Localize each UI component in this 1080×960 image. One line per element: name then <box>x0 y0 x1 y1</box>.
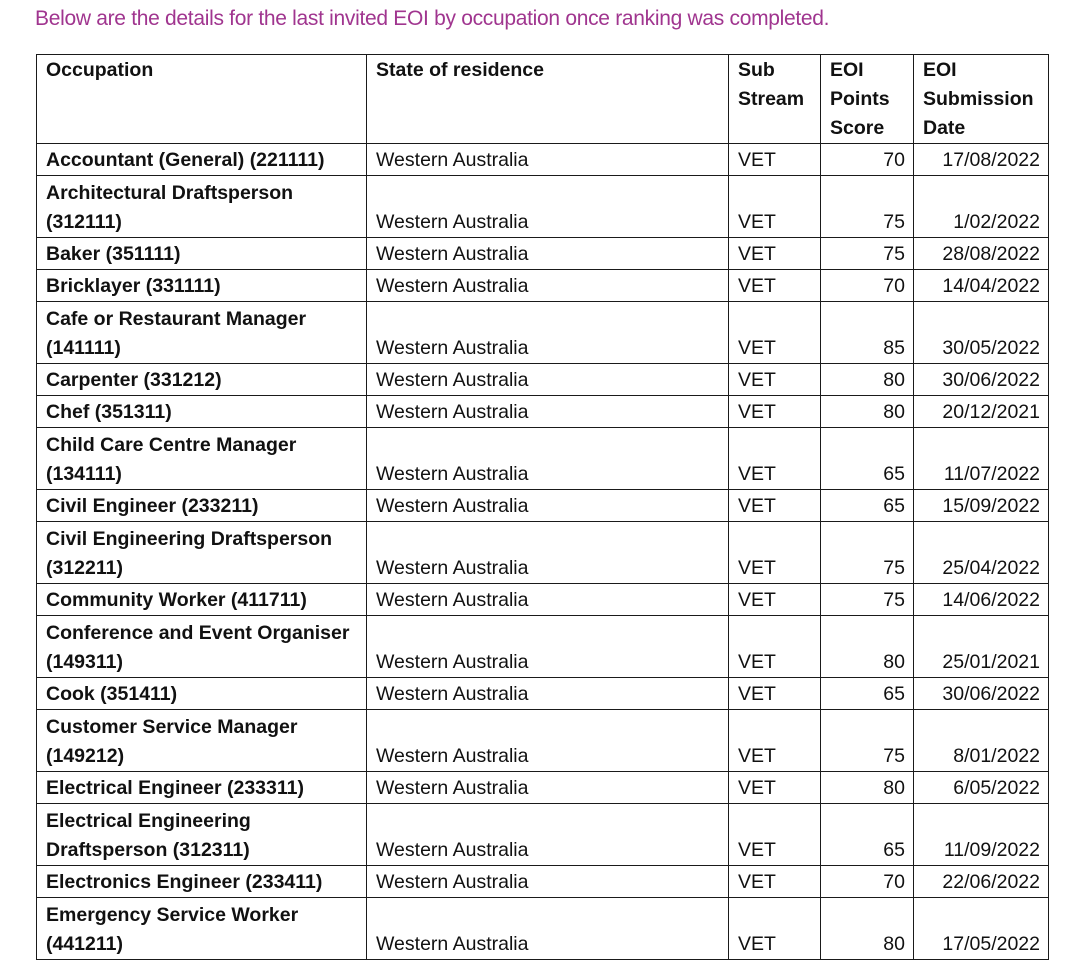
table-row <box>37 364 1049 396</box>
points-cell: 65 <box>821 804 914 866</box>
state-cell: Western Australia <box>367 144 729 176</box>
occupation-cell: Architectural Draftsperson (312111) <box>37 176 367 238</box>
sub-stream-cell: VET <box>729 302 821 364</box>
sub-stream-cell: VET <box>729 396 821 428</box>
occupation-cell: Accountant (General) (221111) <box>37 144 367 176</box>
header-points: EOI Points Score <box>821 55 914 144</box>
points-cell: 80 <box>821 616 914 678</box>
submission-date-cell: 30/06/2022 <box>914 364 1049 396</box>
submission-date-cell: 14/06/2022 <box>914 584 1049 616</box>
sub-stream-cell: VET <box>729 522 821 584</box>
eoi-table <box>36 54 1049 960</box>
table-row <box>37 616 1049 678</box>
state-cell: Western Australia <box>367 270 729 302</box>
points-cell: 70 <box>821 144 914 176</box>
header-state: State of residence <box>367 55 729 144</box>
occupation-cell: Carpenter (331212) <box>37 364 367 396</box>
table-header-row <box>37 55 1049 144</box>
table-row <box>37 710 1049 772</box>
points-cell: 80 <box>821 364 914 396</box>
state-cell: Western Australia <box>367 710 729 772</box>
points-cell: 65 <box>821 678 914 710</box>
sub-stream-cell: VET <box>729 270 821 302</box>
intro-text: Below are the details for the last invited EOI by occupation once ranking was completed. <box>35 7 830 30</box>
table-row <box>37 428 1049 490</box>
state-cell: Western Australia <box>367 898 729 960</box>
state-cell: Western Australia <box>367 772 729 804</box>
submission-date-cell: 6/05/2022 <box>914 772 1049 804</box>
header-date: EOI Submission Date <box>914 55 1049 144</box>
sub-stream-cell: VET <box>729 678 821 710</box>
table-row <box>37 302 1049 364</box>
occupation-cell: Baker (351111) <box>37 238 367 270</box>
sub-stream-cell: VET <box>729 616 821 678</box>
points-cell: 80 <box>821 898 914 960</box>
submission-date-cell: 1/02/2022 <box>914 176 1049 238</box>
occupation-cell: Cafe or Restaurant Manager (141111) <box>37 302 367 364</box>
state-cell: Western Australia <box>367 302 729 364</box>
occupation-cell: Electrical Engineer (233311) <box>37 772 367 804</box>
occupation-cell: Civil Engineer (233211) <box>37 490 367 522</box>
sub-stream-cell: VET <box>729 428 821 490</box>
submission-date-cell: 28/08/2022 <box>914 238 1049 270</box>
points-cell: 85 <box>821 302 914 364</box>
occupation-cell: Emergency Service Worker (441211) <box>37 898 367 960</box>
header-occupation: Occupation <box>37 55 367 144</box>
table-row <box>37 584 1049 616</box>
points-cell: 75 <box>821 584 914 616</box>
submission-date-cell: 20/12/2021 <box>914 396 1049 428</box>
sub-stream-cell: VET <box>729 898 821 960</box>
state-cell: Western Australia <box>367 238 729 270</box>
submission-date-cell: 30/06/2022 <box>914 678 1049 710</box>
table-row <box>37 396 1049 428</box>
points-cell: 65 <box>821 490 914 522</box>
points-cell: 80 <box>821 772 914 804</box>
submission-date-cell: 17/08/2022 <box>914 144 1049 176</box>
state-cell: Western Australia <box>367 616 729 678</box>
sub-stream-cell: VET <box>729 584 821 616</box>
submission-date-cell: 25/01/2021 <box>914 616 1049 678</box>
table-row <box>37 176 1049 238</box>
occupation-cell: Conference and Event Organiser (149311) <box>37 616 367 678</box>
state-cell: Western Australia <box>367 396 729 428</box>
occupation-cell: Child Care Centre Manager (134111) <box>37 428 367 490</box>
submission-date-cell: 14/04/2022 <box>914 270 1049 302</box>
table-row <box>37 144 1049 176</box>
points-cell: 80 <box>821 396 914 428</box>
sub-stream-cell: VET <box>729 490 821 522</box>
table-row <box>37 678 1049 710</box>
submission-date-cell: 17/05/2022 <box>914 898 1049 960</box>
submission-date-cell: 30/05/2022 <box>914 302 1049 364</box>
table-row <box>37 238 1049 270</box>
points-cell: 75 <box>821 522 914 584</box>
submission-date-cell: 8/01/2022 <box>914 710 1049 772</box>
occupation-cell: Cook (351411) <box>37 678 367 710</box>
occupation-cell: Electrical Engineering Draftsperson (312311) <box>37 804 367 866</box>
sub-stream-cell: VET <box>729 804 821 866</box>
sub-stream-cell: VET <box>729 364 821 396</box>
points-cell: 75 <box>821 176 914 238</box>
table-row <box>37 522 1049 584</box>
submission-date-cell: 11/09/2022 <box>914 804 1049 866</box>
state-cell: Western Australia <box>367 678 729 710</box>
points-cell: 70 <box>821 270 914 302</box>
occupation-cell: Community Worker (411711) <box>37 584 367 616</box>
sub-stream-cell: VET <box>729 710 821 772</box>
submission-date-cell: 25/04/2022 <box>914 522 1049 584</box>
state-cell: Western Australia <box>367 804 729 866</box>
table-row <box>37 804 1049 866</box>
points-cell: 75 <box>821 238 914 270</box>
occupation-cell: Civil Engineering Draftsperson (312211) <box>37 522 367 584</box>
state-cell: Western Australia <box>367 176 729 238</box>
submission-date-cell: 15/09/2022 <box>914 490 1049 522</box>
state-cell: Western Australia <box>367 364 729 396</box>
state-cell: Western Australia <box>367 428 729 490</box>
table-row <box>37 898 1049 960</box>
points-cell: 75 <box>821 710 914 772</box>
table-body <box>37 144 1049 960</box>
points-cell: 70 <box>821 866 914 898</box>
state-cell: Western Australia <box>367 490 729 522</box>
state-cell: Western Australia <box>367 866 729 898</box>
points-cell: 65 <box>821 428 914 490</box>
sub-stream-cell: VET <box>729 866 821 898</box>
table-row <box>37 772 1049 804</box>
table-row <box>37 270 1049 302</box>
submission-date-cell: 11/07/2022 <box>914 428 1049 490</box>
table-row <box>37 490 1049 522</box>
header-sub-stream: Sub Stream <box>729 55 821 144</box>
table-row <box>37 866 1049 898</box>
sub-stream-cell: VET <box>729 176 821 238</box>
sub-stream-cell: VET <box>729 772 821 804</box>
sub-stream-cell: VET <box>729 238 821 270</box>
occupation-cell: Customer Service Manager (149212) <box>37 710 367 772</box>
occupation-cell: Chef (351311) <box>37 396 367 428</box>
state-cell: Western Australia <box>367 522 729 584</box>
occupation-cell: Electronics Engineer (233411) <box>37 866 367 898</box>
submission-date-cell: 22/06/2022 <box>914 866 1049 898</box>
state-cell: Western Australia <box>367 584 729 616</box>
occupation-cell: Bricklayer (331111) <box>37 270 367 302</box>
sub-stream-cell: VET <box>729 144 821 176</box>
